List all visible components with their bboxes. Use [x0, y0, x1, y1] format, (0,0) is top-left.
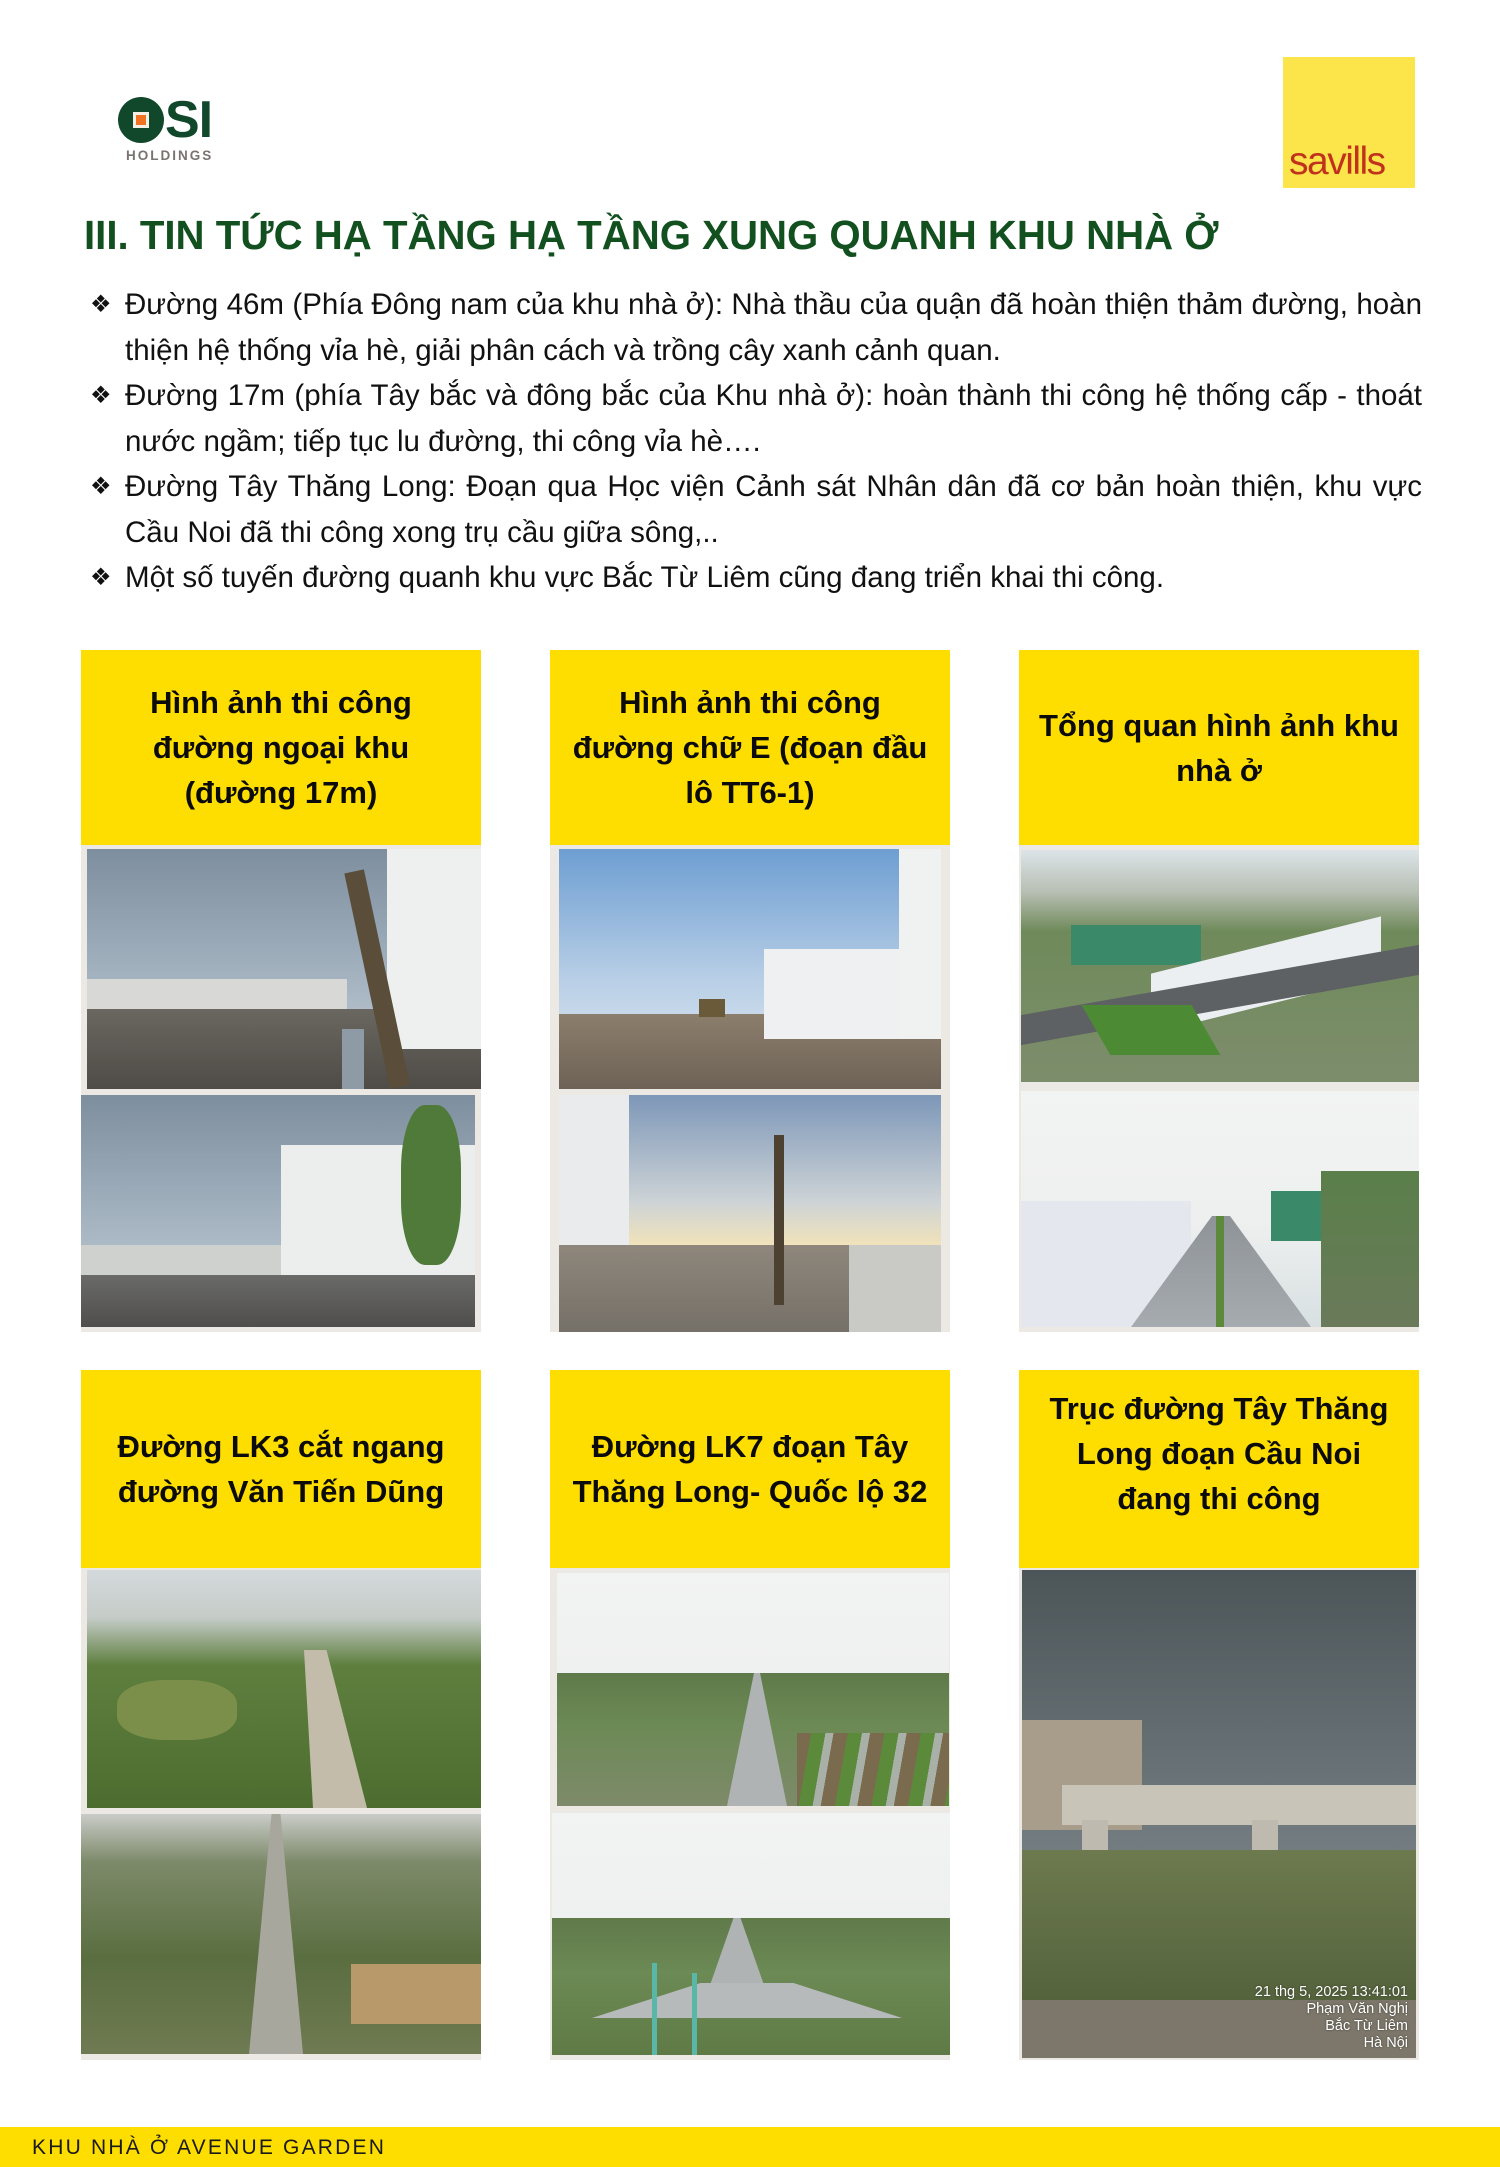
- card-title: Hình ảnh thi công đường ngoại khu (đường 17m): [81, 650, 481, 845]
- card-overview: [1019, 650, 1419, 1332]
- diamond-bullet-icon: ❖: [90, 564, 112, 591]
- bullet-text: Đường 17m (phía Tây bắc và đông bắc của Khu nhà ở): hoàn thành thi công hệ thống cấp - thoát nước ngầm; tiếp tục lu đường, thi công vỉa hè….: [125, 379, 1422, 458]
- savills-logo: [1283, 57, 1415, 188]
- osi-mark: [118, 91, 213, 149]
- card-photos: [81, 845, 481, 1332]
- card-photos: [81, 1568, 481, 2060]
- card-photos: [550, 845, 950, 1332]
- photo-aerial-lk3: [87, 1570, 481, 1808]
- card-lk7: [550, 1370, 950, 2060]
- bullet-item: [90, 282, 1422, 373]
- osi-o-icon: [118, 97, 164, 143]
- card-photos: [1019, 845, 1419, 1332]
- photo-aerial-intersection: [552, 1813, 950, 2055]
- footer-bar: [0, 2127, 1500, 2167]
- bullet-list: [90, 282, 1422, 601]
- card-photos: [1019, 1568, 1419, 2060]
- stamp-datetime: 21 thg 5, 2025 13:41:01: [1254, 1984, 1408, 2000]
- card-title: Hình ảnh thi công đường chữ E (đoạn đầu lô TT6-1): [550, 650, 950, 845]
- bullet-text: Đường Tây Thăng Long: Đoạn qua Học viện Cảnh sát Nhân dân đã cơ bản hoàn thiện, khu vực Cầu Noi đã thi công xong trụ cầu giữa sông,..: [125, 470, 1422, 549]
- bullet-text: Đường 46m (Phía Đông nam của khu nhà ở): Nhà thầu của quận đã hoàn thiện thảm đường, hoàn thiện hệ thống vỉa hè, giải phân cách và trồng cây xanh cảnh quan.: [125, 288, 1422, 367]
- diamond-bullet-icon: ❖: [90, 473, 112, 500]
- photo-street-townhouses: [81, 1095, 475, 1327]
- diamond-bullet-icon: ❖: [90, 382, 112, 409]
- photo-timestamp: [1255, 1984, 1408, 2052]
- card-title: Đường LK3 cắt ngang đường Văn Tiến Dũng: [81, 1370, 481, 1568]
- stamp-city: Hà Nội: [1363, 2035, 1408, 2051]
- card-road-e: [550, 650, 950, 1332]
- photo-bridge-piers: [1022, 1570, 1416, 2058]
- savills-wordmark: savills: [1289, 140, 1385, 183]
- diamond-bullet-icon: ❖: [90, 291, 112, 318]
- card-title: Tổng quan hình ảnh khu nhà ở: [1019, 650, 1419, 845]
- card-photos: [550, 1568, 950, 2060]
- photo-sunset-construction: [559, 1095, 941, 1332]
- card-road-17m: [81, 650, 481, 1332]
- bullet-item: [90, 373, 1422, 464]
- card-lk3: [81, 1370, 481, 2060]
- bullet-item: [90, 555, 1422, 601]
- photo-street-construction: [87, 849, 481, 1089]
- card-cau-noi: [1019, 1370, 1419, 2060]
- photo-roller-construction: [559, 849, 941, 1089]
- osi-holdings-logo: [118, 91, 230, 168]
- card-title: Đường LK7 đoạn Tây Thăng Long- Quốc lộ 32: [550, 1370, 950, 1568]
- bullet-item: [90, 464, 1422, 555]
- photo-aerial-lk3-road: [81, 1814, 481, 2054]
- photo-aerial-boulevard: [1021, 1091, 1419, 1327]
- stamp-district: Bắc Từ Liêm: [1325, 2018, 1408, 2034]
- footer-text: KHU NHÀ Ở AVENUE GARDEN: [32, 2136, 387, 2159]
- osi-letters: SI: [165, 91, 213, 149]
- photo-aerial-townhouses: [1021, 850, 1419, 1082]
- photo-aerial-lk7-road: [557, 1573, 949, 1806]
- osi-subtitle: HOLDINGS: [126, 148, 214, 163]
- stamp-street: Phạm Văn Nghị: [1306, 2001, 1408, 2017]
- card-title: Trục đường Tây Thăng Long đoạn Cầu Noi đang thi công: [1019, 1370, 1419, 1568]
- page-title: III. TIN TỨC HẠ TẦNG HẠ TẦNG XUNG QUANH KHU NHÀ Ở: [84, 212, 1219, 258]
- bullet-text: Một số tuyến đường quanh khu vực Bắc Từ Liêm cũng đang triển khai thi công.: [125, 561, 1165, 594]
